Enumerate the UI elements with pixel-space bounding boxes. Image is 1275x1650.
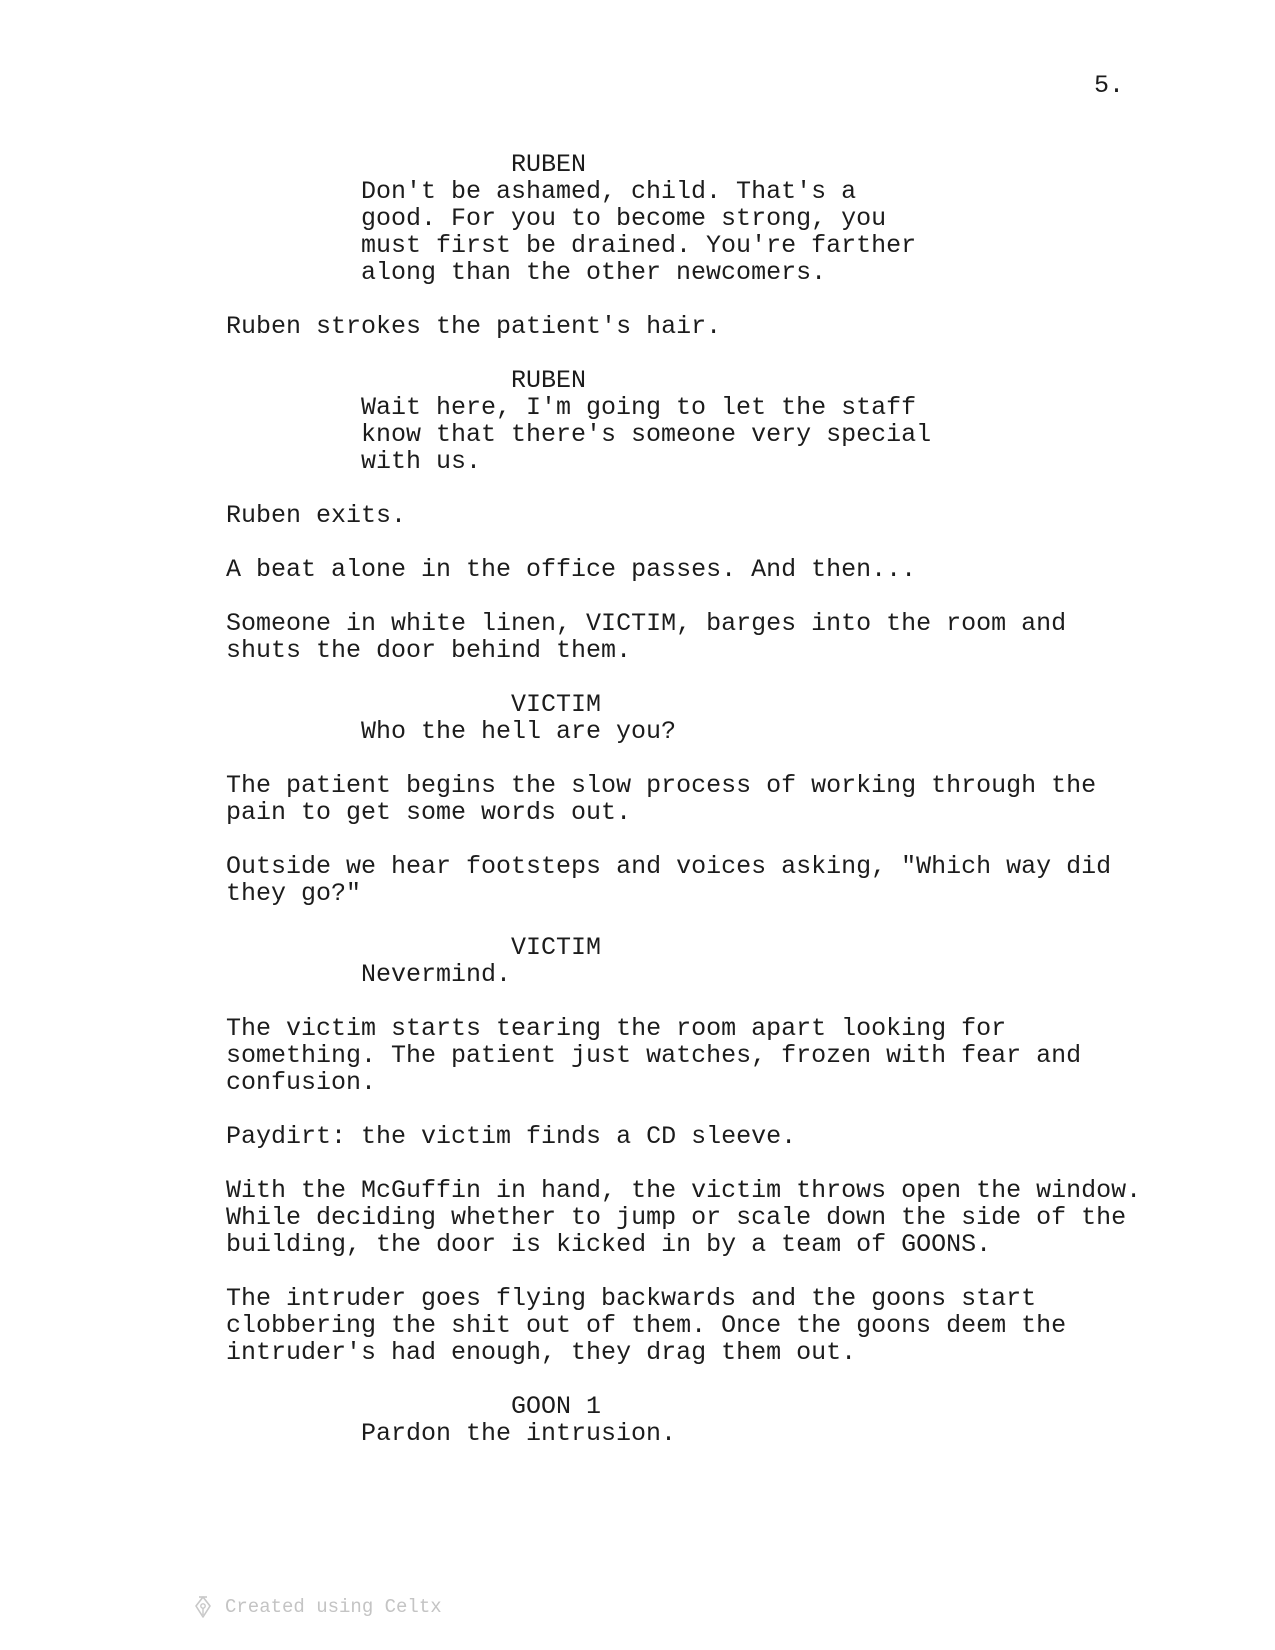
- dialogue: Nevermind.: [361, 960, 512, 989]
- action-line: Ruben exits.: [226, 501, 407, 530]
- dialogue: Don't be ashamed, child. That's a good. For you to become strong, you must first be drained. You're farther along than the other newcomers.: [361, 177, 917, 287]
- action-line: Paydirt: the victim finds a CD sleeve.: [226, 1122, 797, 1151]
- dialogue: Wait here, I'm going to let the staff know that there's someone very special with us.: [361, 393, 932, 476]
- action-line: Someone in white linen, VICTIM, barges into the room and shuts the door behind them.: [226, 609, 1067, 665]
- character-name: GOON 1: [511, 1392, 602, 1421]
- action-line: Outside we hear footsteps and voices asking, "Which way did they go?": [226, 852, 1112, 908]
- character-name: VICTIM: [511, 690, 602, 719]
- screenplay-body: [0, 151, 1275, 1474]
- dialogue: Pardon the intrusion.: [361, 1419, 677, 1448]
- page-number: 5.: [1094, 71, 1125, 100]
- celtx-footer: [193, 1594, 442, 1620]
- action-line: The patient begins the slow process of working through the pain to get some words out.: [226, 771, 1097, 827]
- action-line: With the McGuffin in hand, the victim throws open the window. While deciding whether to jump or scale down the side of the building, the door is kicked in by a team of GOONS.: [226, 1176, 1142, 1259]
- dialogue: Who the hell are you?: [361, 717, 677, 746]
- action-line: Ruben strokes the patient's hair.: [226, 312, 722, 341]
- action-line: A beat alone in the office passes. And then...: [226, 555, 917, 584]
- character-name: RUBEN: [511, 150, 587, 179]
- character-name: RUBEN: [511, 366, 587, 395]
- pen-nib-icon: [193, 1594, 213, 1620]
- footer-text: Created using Celtx: [225, 1596, 442, 1618]
- character-name: VICTIM: [511, 933, 602, 962]
- action-line: The victim starts tearing the room apart looking for something. The patient just watches, frozen with fear and confusion.: [226, 1014, 1082, 1097]
- action-line: The intruder goes flying backwards and the goons start clobbering the shit out of them. Once the goons deem the intruder's had enough, they drag them out.: [226, 1284, 1067, 1367]
